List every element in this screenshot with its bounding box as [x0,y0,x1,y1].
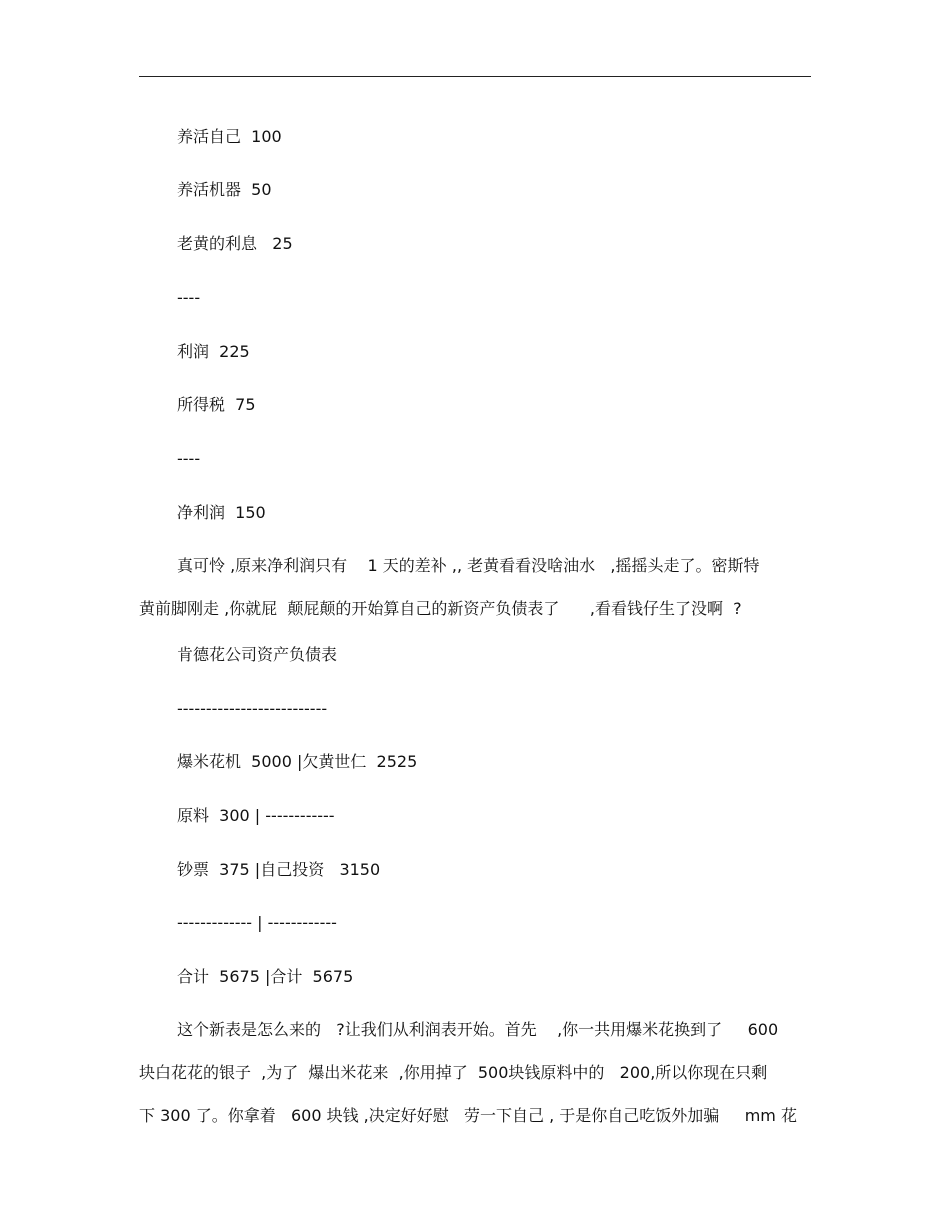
income-row-profit: 利润 225 [177,342,250,361]
balance-row-materials: 原料 300 | ------------ [177,806,335,825]
paragraph2-line-2: 块白花花的银子 ,为了 爆出米花来 ,你用掉了 500块钱原料中的 200,所以你现在只剩 [139,1063,768,1082]
paragraph1-line-2: 黄前脚刚走 ,你就屁 颠屁颠的开始算自己的新资产负债表了 ,看看钱仔生了没啊 ? [139,599,742,618]
income-row-net-profit: 净利润 150 [177,503,266,522]
balance-sheet-title: 肯德花公司资产负债表 [177,645,338,664]
balance-row-cash: 钞票 375 |自己投资 3150 [177,860,381,879]
income-divider-1: ---- [177,288,201,307]
balance-sheet-divider-top: -------------------------- [177,699,328,718]
paragraph2-line-3: 下 300 了。你拿着 600 块钱 ,决定好好慰 劳一下自己 , 于是你自己吃饭外加骗 mm 花 [139,1106,797,1125]
paragraph2-line-1: 这个新表是怎么来的 ?让我们从利润表开始。首先 ,你一共用爆米花换到了 600 [177,1020,779,1039]
income-divider-2: ---- [177,449,201,468]
income-row-machine-support: 养活机器 50 [177,180,272,199]
income-row-income-tax: 所得税 75 [177,395,256,414]
balance-row-total: 合计 5675 |合计 5675 [177,967,354,986]
header-rule [139,76,811,77]
balance-sheet-divider-bottom: ------------- | ------------ [177,913,337,932]
income-row-self-support: 养活自己 100 [177,127,282,146]
balance-row-machine: 爆米花机 5000 |欠黄世仁 2525 [177,752,418,771]
paragraph1-line-1: 真可怜 ,原来净利润只有 1 天的差补 ,, 老黄看看没啥油水 ,摇摇头走了。密斯特 [177,556,760,575]
income-row-interest: 老黄的利息 25 [177,234,293,253]
